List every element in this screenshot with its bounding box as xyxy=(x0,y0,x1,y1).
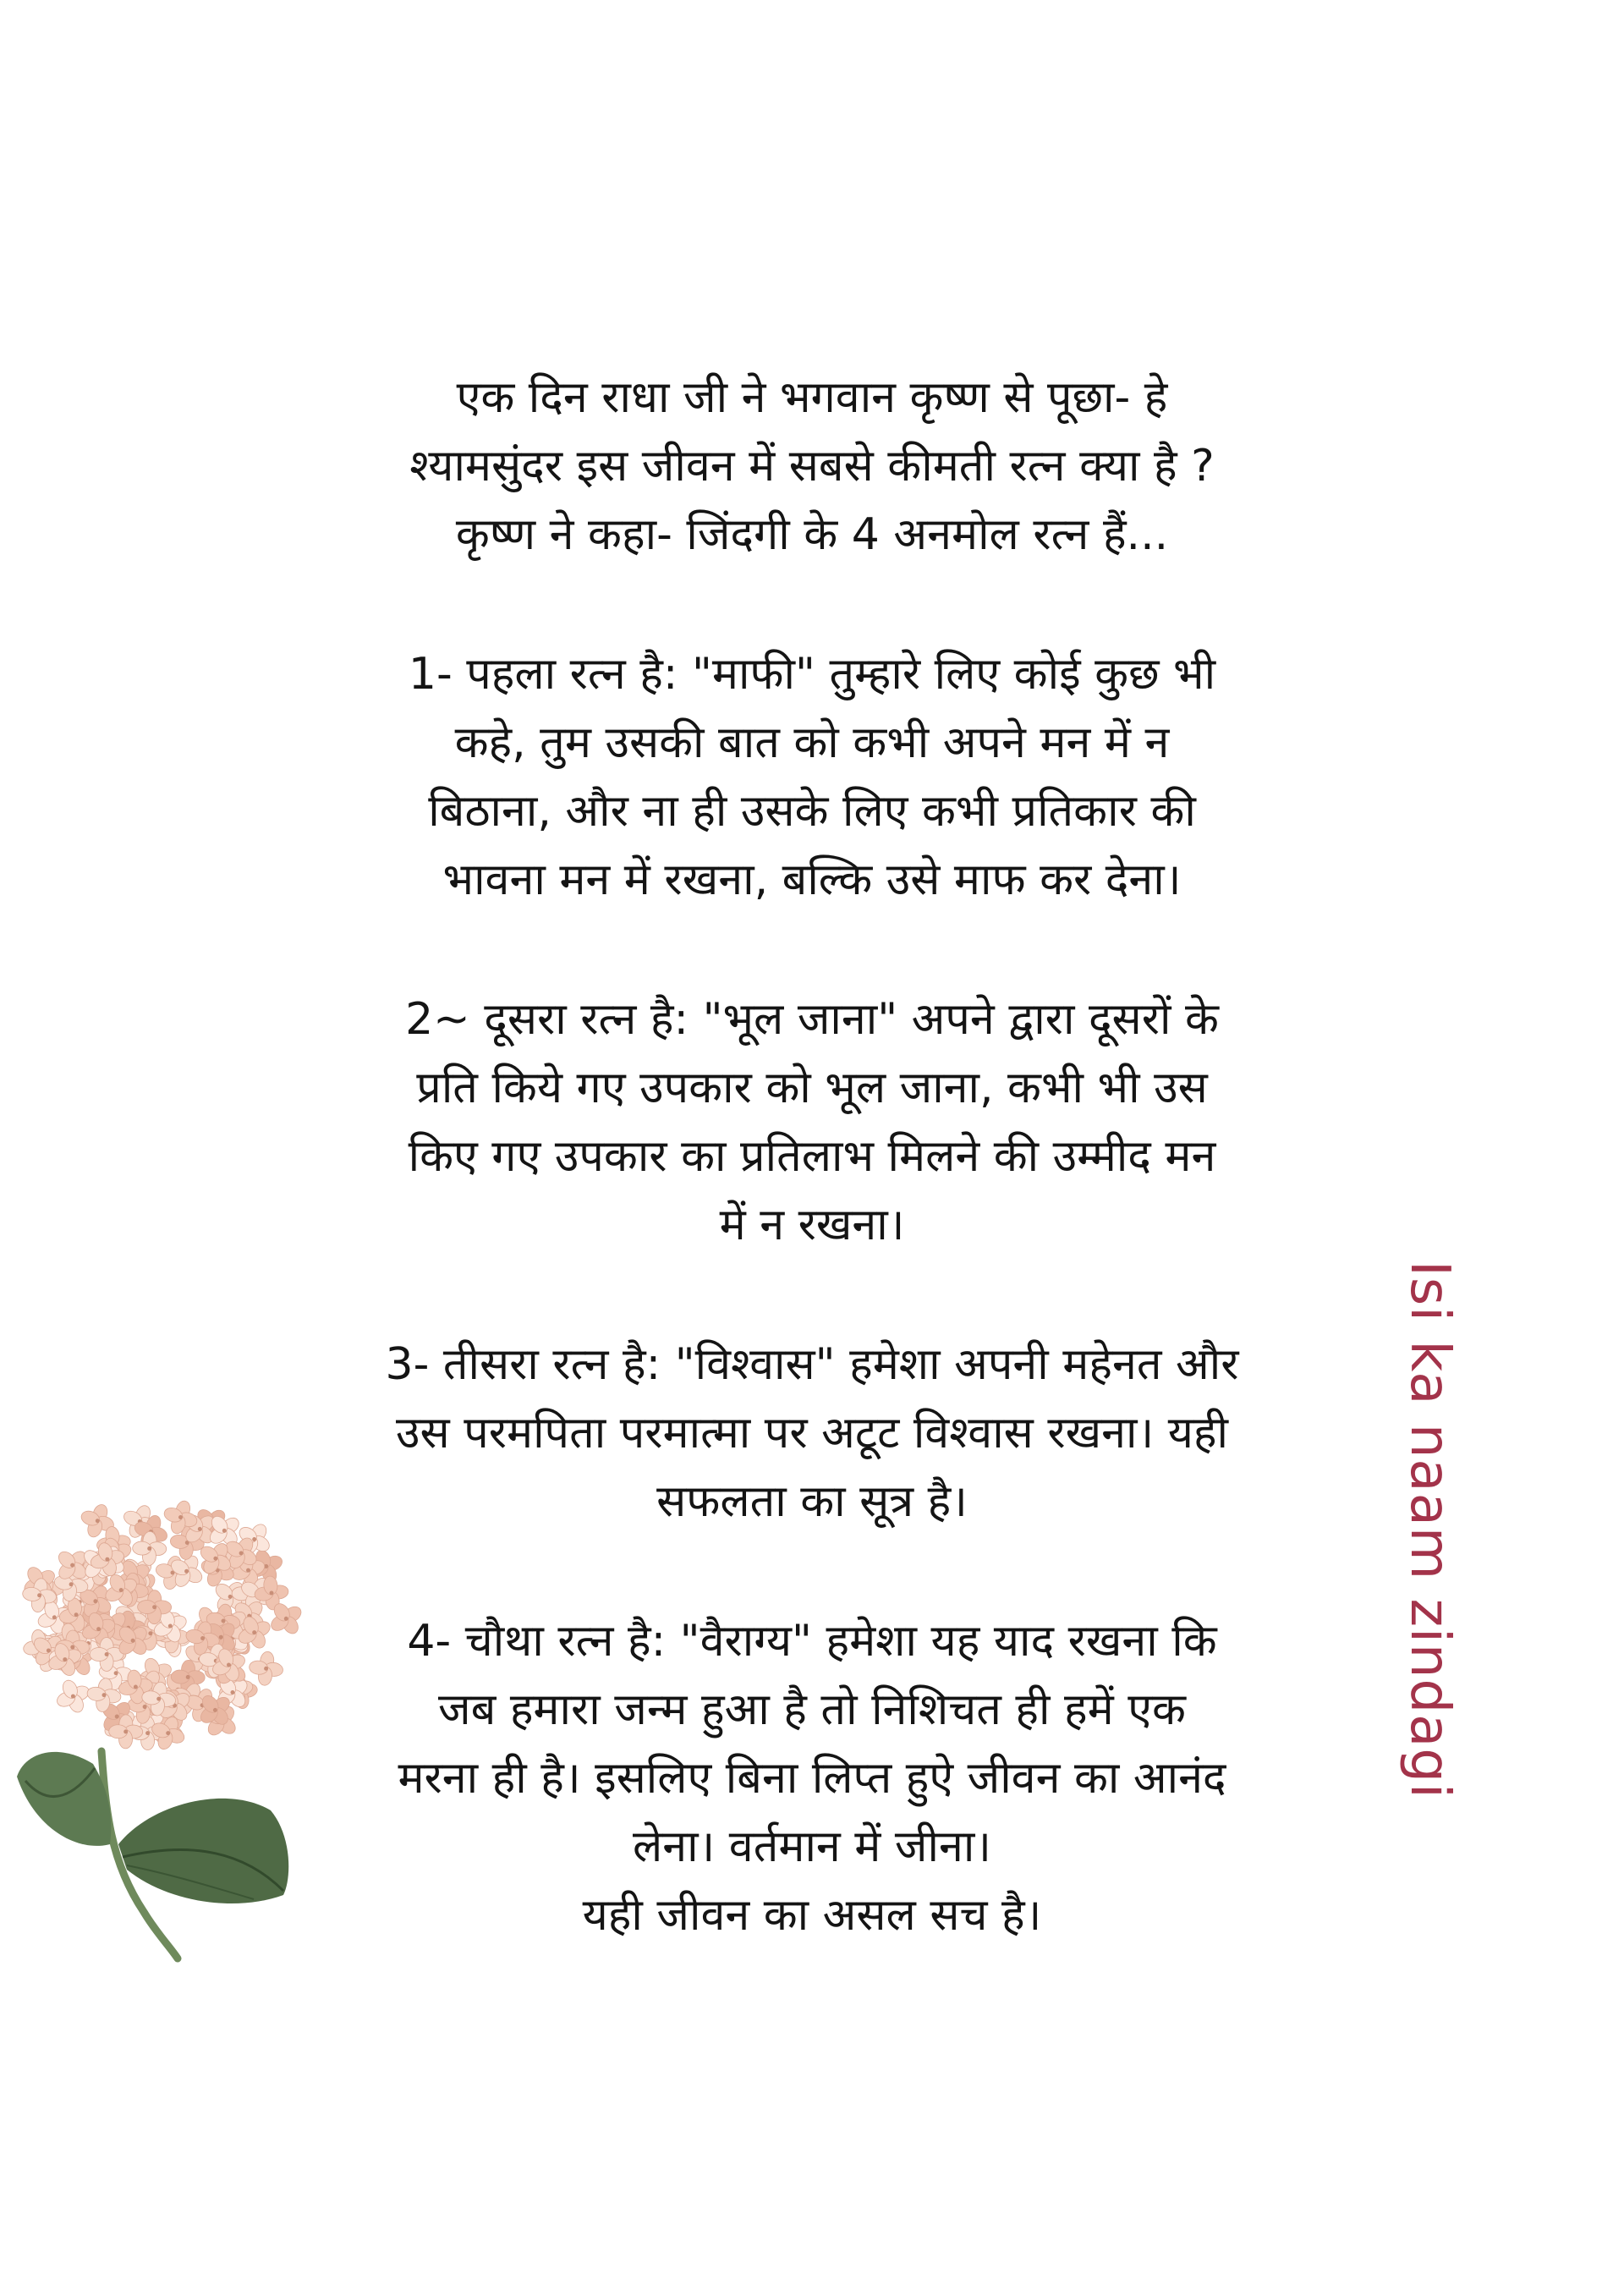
text-line: 4- चौथा रत्न है: "वैराग्य" हमेशा यह याद रखना कि xyxy=(407,1616,1217,1667)
text-line: कृष्ण ने कहा- जिंदगी के 4 अनमोल रत्न हैं... xyxy=(455,509,1169,560)
text-line: उस परमपिता परमात्मा पर अटूट विश्वास रखना। यही xyxy=(396,1408,1228,1458)
text-line: यही जीवन का असल सच है। xyxy=(582,1890,1042,1941)
text-line: श्यामसुंदर इस जीवन में सबसे कीमती रत्न क्या है ? xyxy=(409,441,1215,492)
text-line: कहे, तुम उसकी बात को कभी अपने मन में न xyxy=(454,717,1170,768)
text-line: किए गए उपकार का प्रतिलाभ मिलने की उम्मीद मन xyxy=(408,1131,1216,1182)
text-line: में न रखना। xyxy=(719,1200,905,1250)
gem-4-paragraph xyxy=(279,1607,1345,1950)
hydrangea-icon xyxy=(0,1472,313,1980)
intro-paragraph xyxy=(279,364,1345,569)
text-line: एक दिन राधा जी ने भगवान कृष्ण से पूछा- हे xyxy=(456,372,1168,423)
text-line: जब हमारा जन्म हुआ है तो निशिचत ही हमें एक xyxy=(438,1684,1186,1735)
gem-2-paragraph xyxy=(279,986,1345,1260)
text-line: 1- पहला रत्न है: "माफी" तुम्हारे लिए कोई कुछ भी xyxy=(408,649,1216,700)
quote-text-block xyxy=(279,364,1345,2021)
text-line: 2~ दूसरा रत्न है: "भूल जाना" अपने द्वारा दूसरों के xyxy=(405,994,1219,1045)
watermark-text: Isi ka naam zindagi xyxy=(1398,1261,1461,1799)
text-line: बिठाना, और ना ही उसके लिए कभी प्रतिकार की xyxy=(428,786,1196,837)
text-line: भावना मन में रखना, बल्कि उसे माफ कर देना। xyxy=(442,854,1182,905)
text-line: प्रति किये गए उपकार को भूल जाना, कभी भी उस xyxy=(416,1063,1208,1113)
text-line: लेना। वर्तमान में जीना। xyxy=(632,1821,992,1872)
gem-1-paragraph xyxy=(279,640,1345,915)
text-line: 3- तीसरा रत्न है: "विश्वास" हमेशा अपनी महेनत और xyxy=(385,1339,1239,1390)
gem-3-paragraph xyxy=(279,1331,1345,1536)
text-line: सफलता का सूत्र है। xyxy=(656,1476,968,1527)
text-line: मरना ही है। इसलिए बिना लिप्त हुऐ जीवन का आनंद xyxy=(398,1753,1226,1804)
